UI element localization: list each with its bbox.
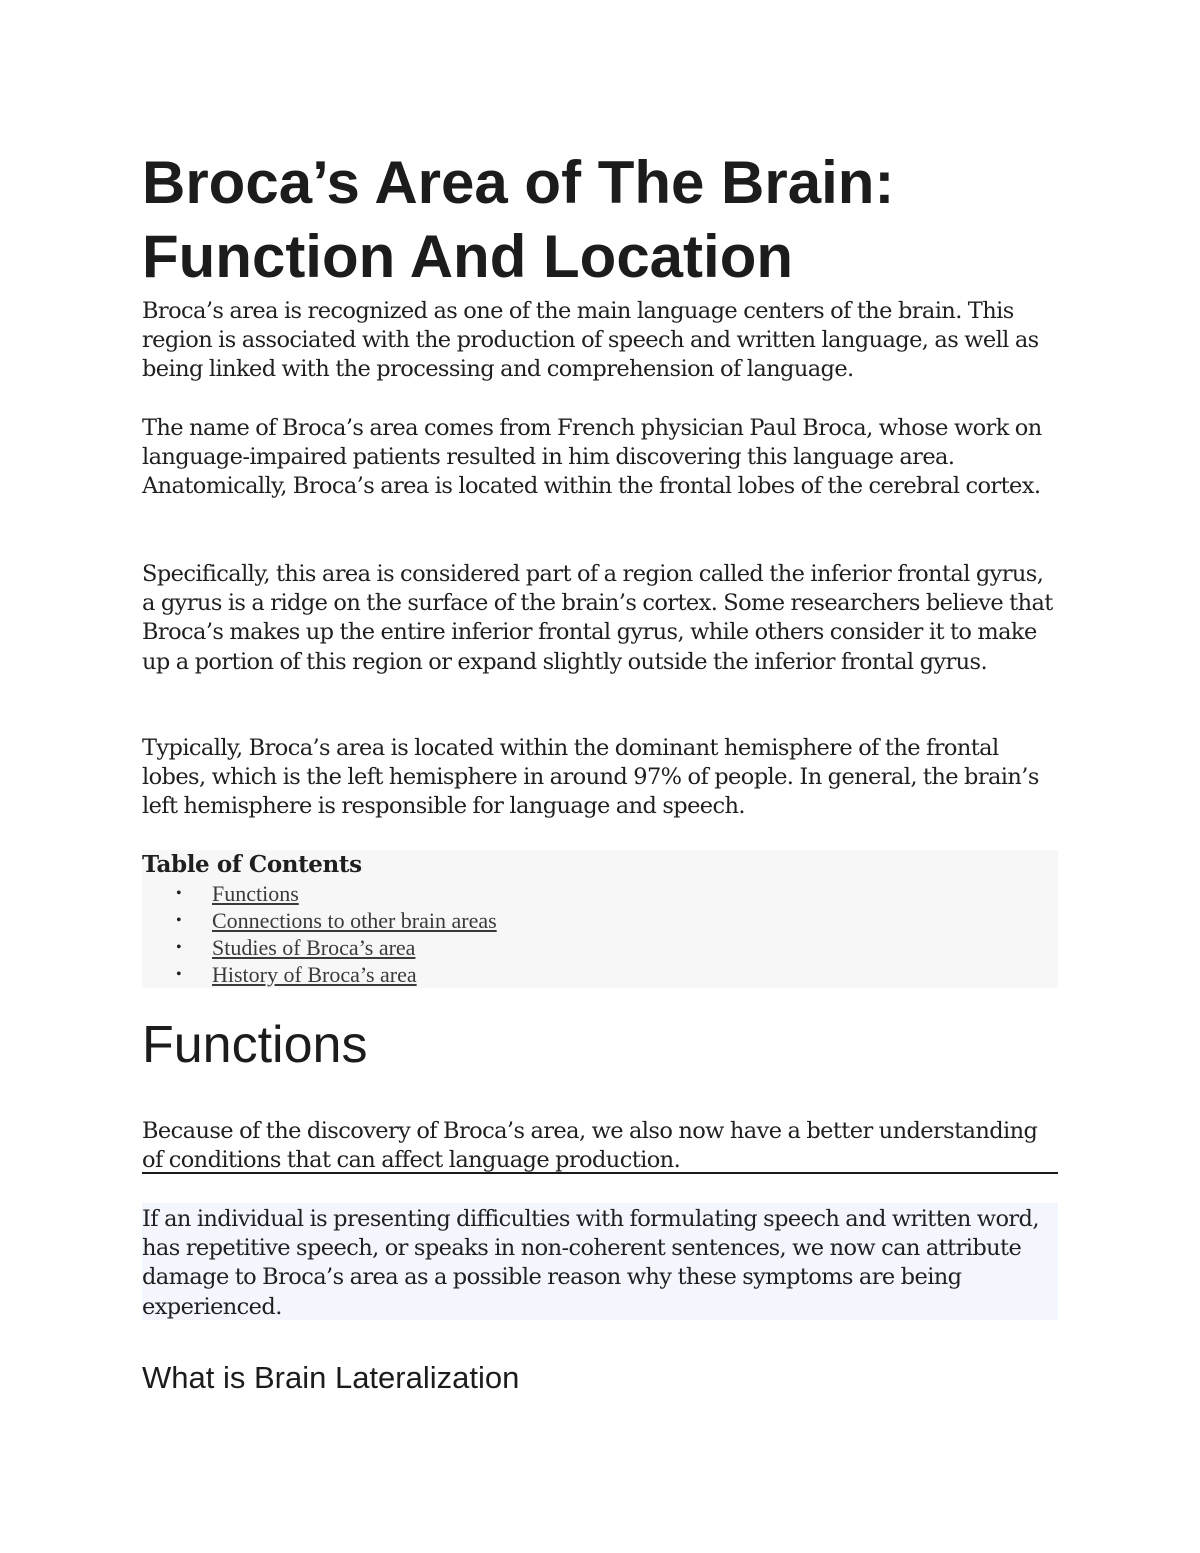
toc-link-functions[interactable]: Functions [212, 881, 299, 906]
horizontal-divider [142, 1172, 1058, 1174]
toc-link-history[interactable]: History of Broca’s area [212, 962, 417, 987]
page-title: Broca’s Area of The Brain: Function And Location [142, 149, 895, 290]
table-of-contents [142, 850, 1058, 988]
callout-text: If an individual is presenting difficulties with formulating speech and written word, has repetitive speech, or speaks in non-coherent sentences, we now can attribute damage to Broca’s area as a possible reason why these symptoms are being experienced. [142, 1206, 1039, 1320]
highlight-callout [142, 1203, 1058, 1320]
bullet-icon: • [176, 912, 182, 929]
section-heading-lateralization: What is Brain Lateralization [142, 1360, 520, 1395]
toc-title: Table of Contents [142, 851, 362, 878]
section-heading-functions: Functions [142, 1016, 368, 1074]
intro-paragraph-2: The name of Broca’s area comes from French physician Paul Broca, whose work on language-impaired patients resulted in him discovering this language area. Anatomically, Broca’s area is located within the frontal lobes of the cerebral cortex. [142, 415, 1042, 500]
intro-paragraph-3: Specifically, this area is considered part of a region called the inferior frontal gyrus, a gyrus is a ridge on the surface of the brain’s cortex. Some researchers believe that Broca’s makes up the entire inferior frontal gyrus, while others consider it to make up a portion of this region or expand slightly outside the inferior frontal gyrus. [142, 561, 1053, 675]
bullet-icon: • [176, 966, 182, 983]
intro-paragraph-4: Typically, Broca’s area is located within the dominant hemisphere of the frontal lobes, which is the left hemisphere in around 97% of people. In general, the brain’s left hemisphere is responsible for language and speech. [142, 735, 1039, 820]
bullet-icon: • [176, 885, 182, 902]
toc-link-connections[interactable]: Connections to other brain areas [212, 908, 497, 933]
toc-link-studies[interactable]: Studies of Broca’s area [212, 935, 416, 960]
intro-paragraph-1: Broca’s area is recognized as one of the main language centers of the brain. This region is associated with the production of speech and written language, as well as being linked with the processing and comprehension of language. [142, 298, 1039, 383]
functions-paragraph: Because of the discovery of Broca’s area, we also now have a better understanding of conditions that can affect language production. [142, 1118, 1038, 1174]
bullet-icon: • [176, 939, 182, 956]
